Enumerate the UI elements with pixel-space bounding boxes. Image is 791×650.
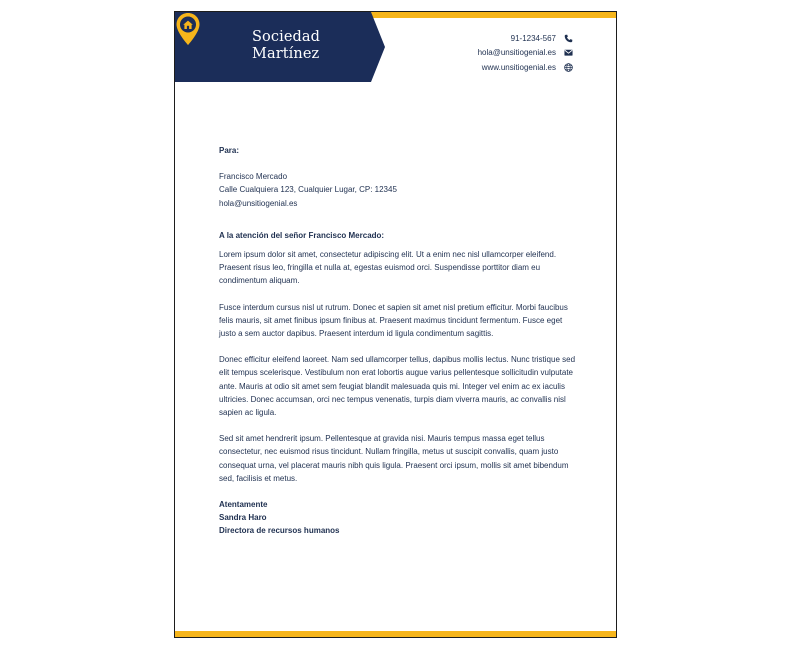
letter-body <box>219 144 579 538</box>
brand-name-line1: Sociedad <box>252 29 321 45</box>
contact-email-row <box>478 46 573 61</box>
header-banner <box>175 12 385 82</box>
recipient-email: hola@unsitiogenial.es <box>219 198 298 208</box>
brand-name <box>252 29 320 63</box>
paragraph-3: Donec efficitur eleifend laoreet. Nam sed ullamcorper tellus, dapibus mollis lectus. Nunc tristique sed elit tempus scelerisque. Vestibulum non erat lobortis augue varius pellentesque sollicitudin vulputate ante. Mauris at odio sit amet sem feugiat blandit malesuada quis mi. Integer vel enim ac ex iaculis ultricies. Donec accumsan, orci nec tempus venenatis, turpis diam viverra mauris, ac convallis nisl sapien ac ligula. <box>219 355 576 418</box>
contact-phone: 91-1234-567 <box>510 33 556 43</box>
paragraph-2: Fusce interdum cursus nisl ut rutrum. Donec et sapien sit amet nisl pretium efficitur. Morbi faucibus felis mauris, sit amet finibus ipsum finibus at. Praesent maximus tincidunt fermentum. Fusce eget justo a sem auctor dapibus. Praesent interdum id ligula condimentum sagittis. <box>219 302 568 339</box>
closing: Atentamente <box>219 500 268 510</box>
signer-name: Sandra Haro <box>219 513 267 523</box>
location-pin-house-icon <box>175 12 201 46</box>
contact-website-row <box>478 60 573 75</box>
contact-block <box>478 31 573 75</box>
paragraph-1: Lorem ipsum dolor sit amet, consectetur adipiscing elit. Ut a enim nec nisl ullamcorper eleifend. Praesent risus leo, fringilla et nulla at, egestas euismod orci. Suspendisse porttitor diam eu condimentum aliquam. <box>219 250 557 286</box>
globe-icon <box>564 63 573 72</box>
contact-email: hola@unsitiogenial.es <box>477 48 556 58</box>
contact-phone-row <box>478 31 573 46</box>
recipient-address: Calle Cualquiera 123, Cualquier Lugar, CP: 12345 <box>219 185 397 195</box>
bottom-accent-bar <box>175 631 616 637</box>
letterhead-page <box>174 11 617 638</box>
recipient-block <box>219 170 579 210</box>
signer-title: Directora de recursos humanos <box>219 526 340 536</box>
contact-website: www.unsitiogenial.es <box>481 62 556 72</box>
salutation: A la atención del señor Francisco Mercado: <box>219 230 385 240</box>
brand-name-line2: Martínez <box>252 46 320 62</box>
signature-block <box>219 498 579 538</box>
recipient-name: Francisco Mercado <box>219 172 288 182</box>
paragraph-4: Sed sit amet hendrerit ipsum. Pellentesque at gravida nisi. Mauris tempus massa eget tellus consectetur, nec euismod risus tincidunt. Nullam fringilla, metus ut suscipit convallis, quam justo consequat urna, vel placerat mauris nibh quis ligula. Praesent orci ipsum, mollis sit amet bibendum sed, facilisis et metus. <box>219 434 569 483</box>
email-icon <box>564 48 573 57</box>
phone-icon <box>564 34 573 43</box>
to-label: Para: <box>219 146 240 155</box>
